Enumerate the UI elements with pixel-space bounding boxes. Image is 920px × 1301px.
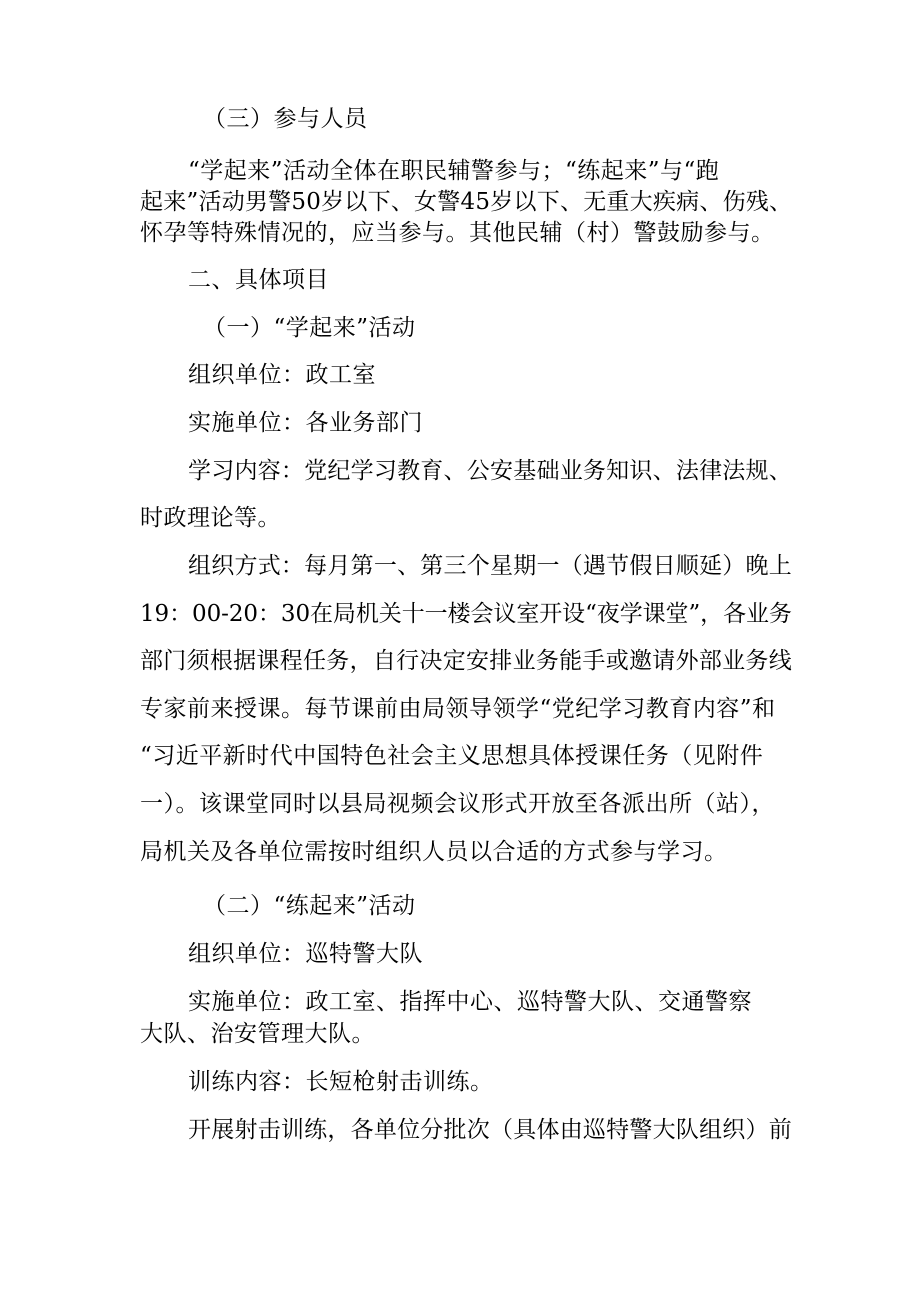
paragraph-line: 时政理论等。 <box>140 505 281 531</box>
paragraph-line: 怀孕等特殊情况的，应当参与。其他民辅（村）警鼓励参与。 <box>140 220 775 246</box>
paragraph-line: 训练内容：长短枪射击训练。 <box>188 1069 494 1095</box>
paragraph-line: “习近平新时代中国特色社会主义思想具体授课任务（见附件 <box>140 743 764 769</box>
paragraph-line: 起来”活动男警50岁以下、女警45岁以下、无重大疾病、伤残、 <box>140 189 793 215</box>
paragraph-line: 实施单位：政工室、指挥中心、巡特警大队、交通警察 <box>188 989 752 1015</box>
subsection-heading-study: （一）“学起来”活动 <box>203 315 416 341</box>
paragraph-line: 组织方式：每月第一、第三个星期一（遇节假日顺延）晚上 <box>188 553 792 579</box>
paragraph-line: 部门须根据课程任务，自行决定安排业务能手或邀请外部业务线 <box>140 648 792 674</box>
section-heading-projects: 二、具体项目 <box>188 267 329 293</box>
paragraph-line: “学起来”活动全体在职民辅警参与；“练起来”与“跑 <box>188 158 720 184</box>
paragraph-line: 19：00-20：30在局机关十一楼会议室开设“夜学课堂”，各业务 <box>140 601 792 627</box>
paragraph-line: 一）。该课堂同时以县局视频会议形式开放至各派出所（站）， <box>140 791 775 817</box>
paragraph-line: 组织单位：政工室 <box>188 362 376 388</box>
section-heading-participants: （三）参与人员 <box>203 106 368 132</box>
paragraph-line: 实施单位：各业务部门 <box>188 410 423 436</box>
paragraph-line: 大队、治安管理大队。 <box>140 1021 375 1047</box>
paragraph-line: 组织单位：巡特警大队 <box>188 941 423 967</box>
paragraph-line: 专家前来授课。每节课前由局领导领学“党纪学习教育内容”和 <box>140 696 776 722</box>
paragraph-line: 局机关及各单位需按时组织人员以合适的方式参与学习。 <box>140 839 728 865</box>
paragraph-line: 开展射击训练，各单位分批次（具体由巡特警大队组织）前 <box>188 1117 792 1143</box>
subsection-heading-training: （二）“练起来”活动 <box>203 893 416 919</box>
paragraph-line: 学习内容：党纪学习教育、公安基础业务知识、法律法规、 <box>188 458 792 484</box>
